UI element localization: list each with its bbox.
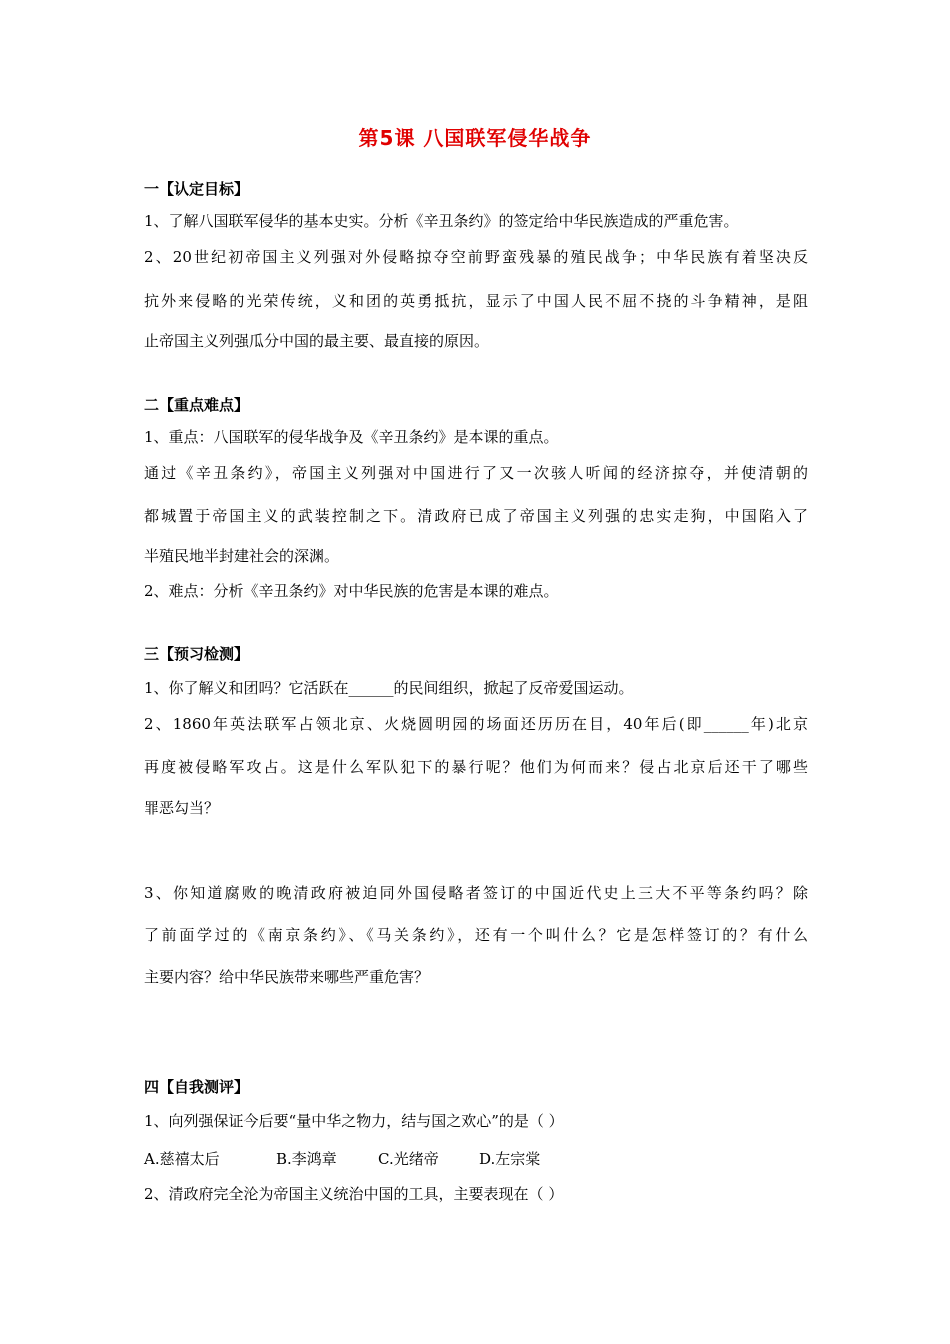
paragraph-line: 都城置于帝国主义的武装控制之下。清政府已成了帝国主义列强的忠实走狗，中国陷入了: [144, 507, 808, 525]
option-d: D.左宗棠: [479, 1150, 541, 1168]
section-heading-key-points: 二【重点难点】: [144, 396, 250, 414]
paragraph-line: 通过《辛丑条约》，帝国主义列强对中国进行了又一次骇人听闻的经济掠夺，并使清朝的: [144, 464, 808, 482]
section-heading-goals: 一【认定目标】: [144, 180, 250, 198]
paragraph-line: 2、20世纪初帝国主义列强对外侵略掠夺空前野蛮残暴的殖民战争；中华民族有着坚决反: [144, 248, 808, 266]
paragraph-line: 1、重点：八国联军的侵华战争及《辛丑条约》是本课的重点。: [144, 428, 559, 446]
paragraph-line: 抗外来侵略的光荣传统，义和团的英勇抵抗，显示了中国人民不屈不挠的斗争精神，是阻: [144, 292, 808, 310]
option-a: A.慈禧太后: [144, 1150, 220, 1168]
paragraph-line: 2、1860年英法联军占领北京、火烧圆明园的场面还历历在目，40年后(即______年)北京: [144, 715, 808, 733]
paragraph-line: 止帝国主义列强瓜分中国的最主要、最直接的原因。: [144, 332, 490, 350]
question-1: 1、向列强保证今后要“量中华之物力，结与国之欢心”的是（ ）: [144, 1112, 564, 1130]
paragraph-line: 1、你了解义和团吗？它活跃在______的民间组织，掀起了反帝爱国运动。: [144, 679, 634, 697]
paragraph-line: 再度被侵略军攻占。这是什么军队犯下的暴行呢？他们为何而来？侵占北京后还干了哪些: [144, 758, 808, 776]
paragraph-line: 1、了解八国联军侵华的基本史实。分析《辛丑条约》的签定给中华民族造成的严重危害。: [144, 212, 739, 230]
section-heading-self-test: 四【自我测评】: [144, 1078, 250, 1096]
section-heading-preview: 三【预习检测】: [144, 645, 250, 663]
paragraph-line: 罪恶勾当？: [144, 799, 220, 817]
question-2: 2、清政府完全沦为帝国主义统治中国的工具，主要表现在（ ）: [144, 1185, 564, 1203]
paragraph-line: 3、你知道腐败的晚清政府被迫同外国侵略者签订的中国近代史上三大不平等条约吗？除: [144, 884, 808, 902]
page-title: 第5课 八国联军侵华战争: [358, 126, 592, 150]
option-b: B.李鸿章: [276, 1150, 337, 1168]
option-c: C.光绪帝: [378, 1150, 439, 1168]
paragraph-line: 主要内容？给中华民族带来哪些严重危害？: [144, 968, 430, 986]
paragraph-line: 2、难点：分析《辛丑条约》对中华民族的危害是本课的难点。: [144, 582, 559, 600]
paragraph-line: 了前面学过的《南京条约》、《马关条约》，还有一个叫什么？它是怎样签订的？有什么: [144, 926, 808, 944]
paragraph-line: 半殖民地半封建社会的深渊。: [144, 547, 340, 565]
